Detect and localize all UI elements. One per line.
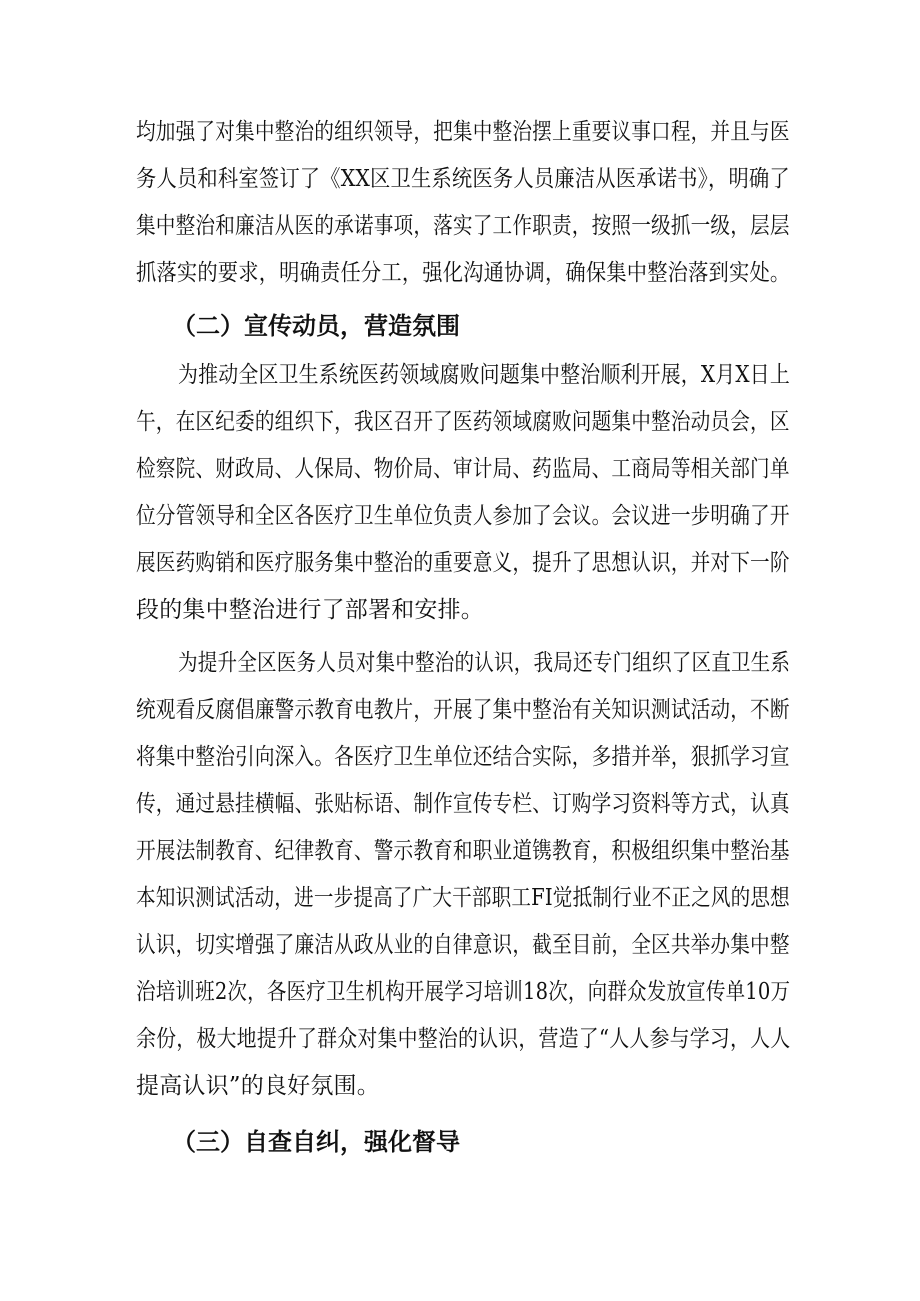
paragraph-3-line-4: 传，通过悬挂横幅、张贴标语、制作宣传专栏、订购学习资料等方式，认真 — [136, 791, 790, 817]
paragraph-2-line-4: 位分管领导和全区各医疗卫生单位负责人参加了会议。会议进一步明确了开 — [136, 503, 790, 529]
paragraph-1-line-2: 务人员和科室签订了《XX区卫生系统医务人员廉洁从医承诺书》，明确了 — [136, 166, 790, 192]
section-heading-2: （二）宣传动员，营造氛围 — [172, 312, 460, 340]
paragraph-3-line-6: 本知识测试活动，进一步提高了广大干部职工FI觉抵制行业不正之风的思想 — [136, 885, 790, 911]
paragraph-3-line-8: 治培训班2次，各医疗卫生机构开展学习培训18次，向群众发放宣传单10万 — [136, 979, 791, 1005]
paragraph-3-line-3: 将集中整治引向深入。各医疗卫生单位还结合实际，多措并举，狠抓学习宣 — [136, 744, 790, 770]
paragraph-1-line-3: 集中整治和廉洁从医的承诺事项，落实了工作职责，按照一级抓一级，层层 — [136, 213, 790, 239]
paragraph-3-line-1: 为提升全区医务人员对集中整治的认识，我局还专门组织了区直卫生系 — [178, 650, 791, 676]
paragraph-2-line-5: 展医药购销和医疗服务集中整治的重要意义，提升了思想认识，并对下一阶 — [136, 550, 790, 576]
paragraph-1-line-4: 抓落实的要求，明确责任分工，强化沟通协调，确保集中整治落到实处。 — [136, 260, 791, 286]
paragraph-3-line-2: 统观看反腐倡廉警示教育电教片，开展了集中整治有关知识测试活动，不断 — [136, 697, 790, 723]
paragraph-2-line-1: 为推动全区卫生系统医药领域腐败问题集中整治顺利开展，X月X日上 — [178, 362, 790, 388]
paragraph-2-line-3: 检察院、财政局、人保局、物价局、审计局、药监局、工商局等相关部门单 — [136, 456, 790, 482]
paragraph-3-line-5: 开展法制教育、纪律教育、警示教育和职业道镌教育，积极组织集中整治基 — [136, 838, 790, 864]
paragraph-2-line-2: 午，在区纪委的组织下，我区召开了医药领域腐败问题集中整治动员会，区 — [136, 409, 790, 435]
paragraph-3-line-9: 余份，极大地提升了群众对集中整治的认识，营造了“人人参与学习，人人 — [136, 1026, 791, 1052]
paragraph-1-line-1: 均加强了对集中整治的组织领导，把集中整治摆上重要议事口程，并且与医 — [136, 119, 790, 145]
section-heading-3: （三）自查自纠，强化督导 — [172, 1128, 460, 1156]
paragraph-2-line-6: 段的集中整治进行了部署和安排。 — [136, 597, 484, 623]
paragraph-3-line-10: 提高认识”的良好氛围。 — [136, 1073, 380, 1099]
paragraph-3-line-7: 认识，切实增强了廉洁从政从业的自律意识，截至目前，全区共举办集中整 — [136, 932, 790, 958]
